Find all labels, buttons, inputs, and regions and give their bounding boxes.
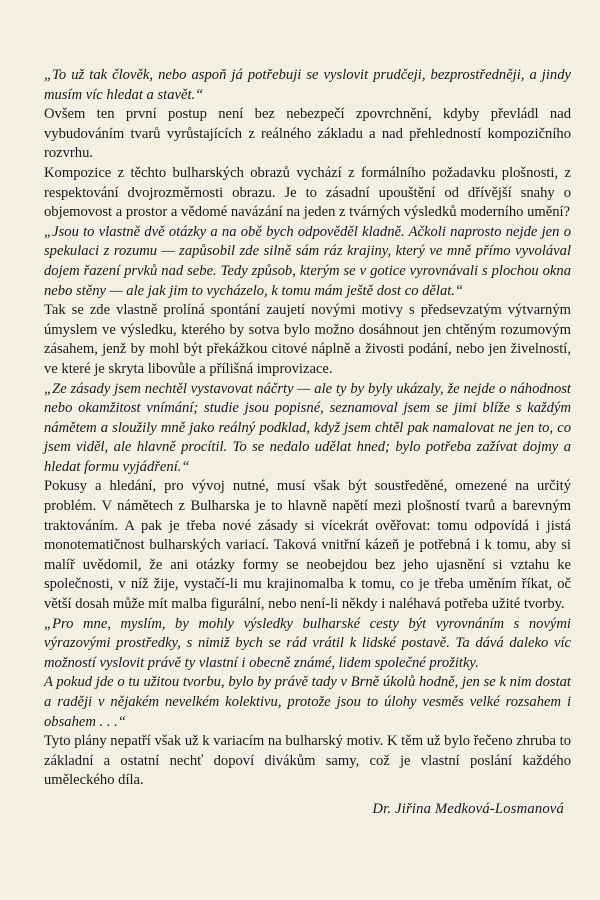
- author-signature: Dr. Jiřina Medková-Losmanová: [372, 801, 564, 817]
- paragraph-body-1: Ovšem ten první postup není bez nebezpečí zpovrchnění, kdyby převládl nad vybudováním tvarů vyrůstajících z reálného základu a nad přehledností kompozičního rozvrhu.: [44, 106, 571, 162]
- paragraph-quote-5: A pokud jde o tu užitou tvorbu, bylo by právě tady v Brně úkolů hodně, jen se k nim dostat a raději v nějakém nevelkém kolektivu, protože jsou to úlohy vesměs velké rozsahem i obsahem . . .“: [44, 674, 571, 730]
- paragraph-body-3: Tak se zde vlastně prolíná spontání zaujetí novými motivy s předsevzatým výtvarným úmyslem ve výsledku, kterého by sotva bylo možno dosáhnout jen chtěným rozumovým zásahem, jenž by mohl být překážkou citové náplně a živosti podání, nebo jen živelností, ve které je skryta libovůle a přílišná improvizace.: [44, 302, 571, 377]
- article-text: [44, 66, 571, 791]
- paragraph-quote-1: „To už tak člověk, nebo aspoň já potřebuji se vyslovit prudčeji, bezprostředněji, a jindy musím víc hledat a stavět.“: [44, 67, 571, 103]
- paragraph-quote-3: „Ze zásady jsem nechtěl vystavovat náčrty — ale ty by byly ukázaly, že nejde o náhodnost nebo okamžitost vnímání; studie jsou popisné, seznamoval jsem se jimi blíže s každým námětem a sloužily mně jako reálný podklad, když jsem chtěl pak namalovat ne jen to, co jsem viděl, ale hlavně procítil. To se nedalo udělat hned; bylo potřeba zažívat dojmy a hledat formu vyjádření.“: [44, 380, 571, 475]
- paragraph-quote-4: „Pro mne, myslím, by mohly výsledky bulharské cesty být vyrovnáním s novými výrazovými prostředky, s nimiž bych se rád vrátil k lidské postavě. Ta dává daleko víc možností vyslovit právě ty vlastní i obecně známé, lidem společné prožitky.: [44, 615, 571, 671]
- paragraph-body-5: Tyto plány nepatří však už k variacím na bulharský motiv. K těm už bylo řečeno zhruba to základní a ostatní nechť dopoví divákům samy, což je vlastní poslání každého uměleckého díla.: [44, 733, 571, 789]
- paragraph-body-4: Pokusy a hledání, pro vývoj nutné, musí však být soustředěné, omezené na určitý problém. V námětech z Bulharska je to hlavně napětí mezi plošností tvarů a barevným traktováním. A pak je třeba nové zásady si vícekrát ověřovat: tomu odpovídá i jistá monotematičnost bulharských variací. Taková vnitřní kázeň je potřebná i k tomu, aby si malíř uvědomil, že ani otázky formy se neobejdou bez jeho ujasnění si vztahu ke společnosti, v níž žije, vystačí-li mu krajinomalba k tomu, co je třeba uměním říkat, oč větší dosah může mít malba figurální, nebo není-li někdy i naléhavá potřeba užité tvorby.: [44, 478, 571, 613]
- paragraph-quote-2: „Jsou to vlastně dvě otázky a na obě bych odpověděl kladně. Ačkoli naprosto nejde jen o spekulaci z rozumu — zapůsobil zde silně sám ráz krajiny, který ve mně přímo vyvolával dojem řazení prvků nad sebe. Tedy způsob, kterým se v gotice vyrovnávali s plochou okna nebo stěny — ale jak jim to vycházelo, k tomu mám ještě dost co dělat.“: [44, 223, 571, 299]
- paragraph-body-2: Kompozice z těchto bulharských obrazů vychází z formálního požadavku plošnosti, z respektování dvojrozměrnosti obrazu. Je to zásadní upouštění od dřívější snahy o objemovost a prostor a vědomé navázání na jeden z tvárných výsledků moderního umění?: [44, 164, 571, 221]
